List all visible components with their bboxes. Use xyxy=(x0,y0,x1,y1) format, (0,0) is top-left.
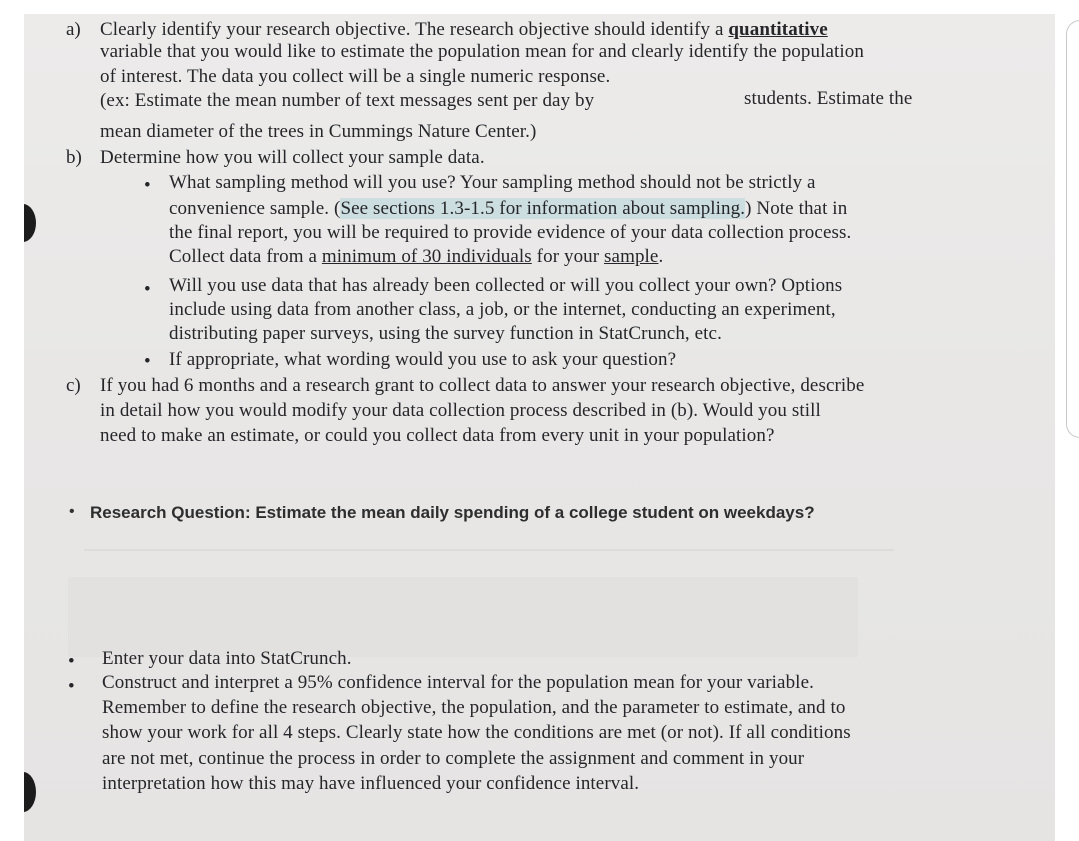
document-photo xyxy=(24,14,1055,841)
part-b-bullet2-line1: Will you use data that has already been collected or will you collect your own? Options xyxy=(169,275,843,296)
part-a-line-1: Clearly identify your research objective. The research objective should identify a quantitative xyxy=(100,19,828,40)
final-item-1: Enter your data into StatCrunch. xyxy=(102,648,352,669)
part-c-line-2: in detail how you would modify your data collection process described in (b). Would you still xyxy=(100,400,821,421)
side-panel-edge xyxy=(1066,20,1079,438)
bullet-glyph: • xyxy=(68,651,75,672)
part-b-bullet1-line3: the final report, you will be required to provide evidence of your data collection process. xyxy=(169,222,852,243)
part-b-bullet1-line1: What sampling method will you use? Your sampling method should not be strictly a xyxy=(169,172,816,193)
part-b-intro: Determine how you will collect your sample data. xyxy=(100,147,485,168)
part-b-bullet3: If appropriate, what wording would you use to ask your question? xyxy=(169,349,677,370)
part-a-line-2: variable that you would like to estimate the population mean for and clearly identify the population xyxy=(100,41,864,62)
part-a-line-3: of interest. The data you collect will be a single numeric response. xyxy=(100,66,611,87)
final-item-2-line5: interpretation how this may have influenced your confidence interval. xyxy=(102,773,640,794)
part-a-line-5: mean diameter of the trees in Cummings Nature Center.) xyxy=(100,121,537,142)
part-b-label: b) xyxy=(66,147,82,168)
bullet-glyph: • xyxy=(144,175,151,196)
final-item-2-line3: show your work for all 4 steps. Clearly state how the conditions are met (or not). If all conditions xyxy=(102,722,851,743)
binder-hole xyxy=(24,204,36,242)
final-item-2-line1: Construct and interpret a 95% confidence interval for the population mean for your variable. xyxy=(102,672,814,693)
bullet-glyph: • xyxy=(144,351,151,372)
final-item-2-line2: Remember to define the research objective, the population, and the parameter to estimate, and to xyxy=(102,697,846,718)
bullet-glyph: • xyxy=(144,279,151,300)
part-a-line-4a: (ex: Estimate the mean number of text messages sent per day by xyxy=(100,90,595,111)
part-c-line-1: If you had 6 months and a research grant to collect data to answer your research objective, describe xyxy=(100,375,865,396)
part-b-bullet1-line2: convenience sample. (See sections 1.3-1.5 for information about sampling.) Note that in xyxy=(169,198,848,219)
part-a-label: a) xyxy=(66,19,81,40)
part-b-bullet2-line2: include using data from another class, a job, or the internet, conducting an experiment, xyxy=(169,299,836,320)
part-b-bullet1-line4: Collect data from a minimum of 30 individuals for your sample. xyxy=(169,246,664,267)
final-item-2-line4: are not met, continue the process in order to complete the assignment and comment in your xyxy=(102,748,805,769)
divider xyxy=(84,549,894,551)
research-question: Research Question: Estimate the mean daily spending of a college student on weekdays? xyxy=(90,503,815,522)
binder-hole xyxy=(24,772,36,812)
part-c-label: c) xyxy=(66,375,81,396)
part-b-bullet2-line3: distributing paper surveys, using the survey function in StatCrunch, etc. xyxy=(169,323,722,344)
part-c-line-3: need to make an estimate, or could you collect data from every unit in your population? xyxy=(100,425,775,446)
part-a-line-4b: students. Estimate the xyxy=(744,88,913,109)
bullet-glyph: • xyxy=(69,503,75,520)
bullet-glyph: • xyxy=(68,676,75,697)
answer-area xyxy=(68,577,858,657)
